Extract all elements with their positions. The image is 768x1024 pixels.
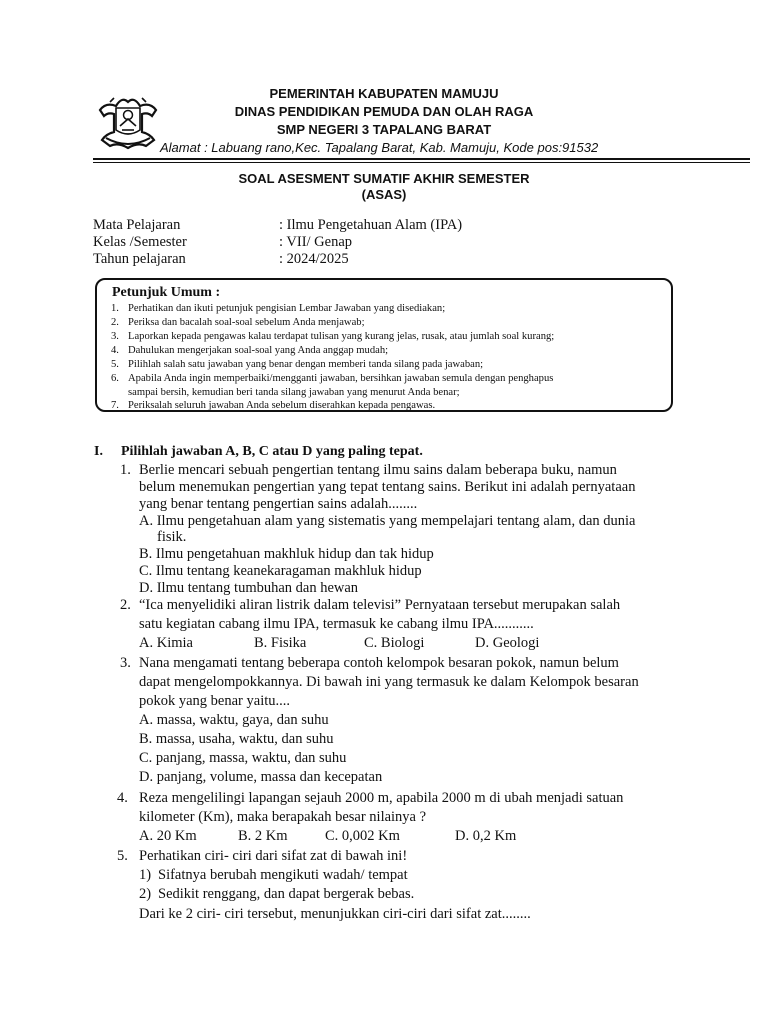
question-text: “Ica menyelidiki aliran listrik dalam televisi” Pernyataan tersebut merupakan salah bbox=[139, 597, 621, 613]
option-c: C. Ilmu tentang keanekaragaman makhluk hidup bbox=[139, 563, 422, 579]
instruction-text: Perhatikan dan ikuti petunjuk pengisian Lembar Jawaban yang disediakan; bbox=[128, 303, 446, 314]
question-text: Nana mengamati tentang beberapa contoh kelompok besaran pokok, namun belum bbox=[139, 655, 619, 671]
question-text: Dari ke 2 ciri- ciri tersebut, menunjukkan ciri-ciri dari sifat zat........ bbox=[139, 906, 531, 922]
option-a: A. Kimia bbox=[139, 635, 193, 651]
question-number: 1. bbox=[120, 462, 131, 478]
list-item-text: Sifatnya berubah mengikuti wadah/ tempat bbox=[158, 867, 408, 883]
info-value-subject: : Ilmu Pengetahuan Alam (IPA) bbox=[279, 217, 463, 233]
header-line-2: DINAS PENDIDIKAN PEMUDA DAN OLAH RAGA bbox=[234, 104, 534, 119]
question-text: kilometer (Km), maka berapakah besar nilainya ? bbox=[139, 809, 427, 825]
option-c: C. 0,002 Km bbox=[325, 828, 400, 844]
header-line-3: SMP NEGERI 3 TAPALANG BARAT bbox=[276, 122, 492, 137]
question-number: 5. bbox=[117, 848, 128, 864]
question-text: Berlie mencari sebuah pengertian tentang ilmu sains dalam beberapa buku, namun bbox=[139, 462, 617, 478]
instruction-number: 3. bbox=[111, 331, 119, 342]
instruction-number: 1. bbox=[111, 303, 119, 314]
instruction-number: 7. bbox=[111, 400, 119, 411]
exam-subtitle: (ASAS) bbox=[361, 187, 407, 202]
instruction-number: 5. bbox=[111, 359, 119, 370]
list-item-number: 2) bbox=[139, 886, 152, 902]
instruction-text: sampai bersih, kemudian beri tanda silang jawaban yang menurut Anda benar; bbox=[128, 387, 460, 398]
instruction-text: Apabila Anda ingin memperbaiki/mengganti jawaban, bersihkan jawaban semula dengan penghapus bbox=[128, 373, 554, 384]
question-text: Reza mengelilingi lapangan sejauh 2000 m, apabila 2000 m di ubah menjadi satuan bbox=[139, 790, 624, 806]
instructions-title: Petunjuk Umum : bbox=[112, 285, 221, 300]
info-value-class: : VII/ Genap bbox=[279, 234, 353, 250]
question-number: 4. bbox=[117, 790, 128, 806]
question-number: 3. bbox=[120, 655, 131, 671]
header-address: Alamat : Labuang rano,Kec. Tapalang Barat, Kab. Mamuju, Kode pos:91532 bbox=[160, 140, 599, 155]
instruction-text: Laporkan kepada pengawas kalau terdapat tulisan yang kurang jelas, rusak, atau jumlah soal kurang; bbox=[128, 331, 555, 342]
exam-title: SOAL ASESMENT SUMATIF AKHIR SEMESTER bbox=[238, 171, 530, 186]
instruction-number: 4. bbox=[111, 345, 119, 356]
header-rule-thin bbox=[93, 162, 750, 163]
instruction-text: Periksa dan bacalah soal-soal sebelum Anda menjawab; bbox=[128, 317, 365, 328]
option-a: A. 20 Km bbox=[139, 828, 197, 844]
info-label-class: Kelas /Semester bbox=[93, 234, 187, 250]
instruction-text: Periksalah seluruh jawaban Anda sebelum diserahkan kepada pengawas. bbox=[128, 400, 436, 411]
option-b: B. massa, usaha, waktu, dan suhu bbox=[139, 731, 334, 747]
instruction-number: 2. bbox=[111, 317, 119, 328]
question-text: pokok yang benar yaitu.... bbox=[139, 693, 291, 709]
list-item-text: Sedikit renggang, dan dapat bergerak bebas. bbox=[158, 886, 415, 902]
header-rule-thick bbox=[93, 158, 750, 160]
question-text: satu kegiatan cabang ilmu IPA, termasuk ke cabang ilmu IPA........... bbox=[139, 616, 534, 632]
header-line-1: PEMERINTAH KABUPATEN MAMUJU bbox=[269, 86, 499, 101]
section-number: I. bbox=[94, 444, 103, 459]
info-label-year: Tahun pelajaran bbox=[93, 251, 186, 267]
instruction-text: Pilihlah salah satu jawaban yang benar dengan memberi tanda silang pada jawaban; bbox=[128, 359, 484, 370]
option-a-continuation: fisik. bbox=[157, 529, 187, 545]
instruction-text: Dahulukan mengerjakan soal-soal yang Anda anggap mudah; bbox=[128, 345, 389, 356]
option-b: B. Fisika bbox=[254, 635, 307, 651]
instruction-number: 6. bbox=[111, 373, 119, 384]
list-item-number: 1) bbox=[139, 867, 152, 883]
question-number: 2. bbox=[120, 597, 131, 613]
question-text: dapat mengelompokkannya. Di bawah ini yang termasuk ke dalam Kelompok besaran bbox=[139, 674, 639, 690]
option-d: D. Ilmu tentang tumbuhan dan hewan bbox=[139, 580, 359, 596]
option-b: B. Ilmu pengetahuan makhluk hidup dan tak hidup bbox=[139, 546, 434, 562]
option-d: D. panjang, volume, massa dan kecepatan bbox=[139, 769, 383, 785]
question-text: Perhatikan ciri- ciri dari sifat zat di bawah ini! bbox=[139, 848, 408, 864]
question-text: yang benar tentang pengertian sains adalah........ bbox=[139, 496, 418, 512]
option-b: B. 2 Km bbox=[238, 828, 288, 844]
section-title: Pilihlah jawaban A, B, C atau D yang paling tepat. bbox=[121, 444, 423, 459]
info-value-year: : 2024/2025 bbox=[279, 251, 349, 267]
option-c: C. panjang, massa, waktu, dan suhu bbox=[139, 750, 347, 766]
option-d: D. 0,2 Km bbox=[455, 828, 517, 844]
info-label-subject: Mata Pelajaran bbox=[93, 217, 181, 233]
question-text: belum menemukan pengertian yang tepat tentang sains. Berikut ini adalah pernyataan bbox=[139, 479, 636, 495]
option-a: A. Ilmu pengetahuan alam yang sistematis yang mempelajari tentang alam, dan dunia bbox=[139, 513, 636, 529]
option-d: D. Geologi bbox=[475, 635, 540, 651]
option-c: C. Biologi bbox=[364, 635, 425, 651]
option-a: A. massa, waktu, gaya, dan suhu bbox=[139, 712, 329, 728]
